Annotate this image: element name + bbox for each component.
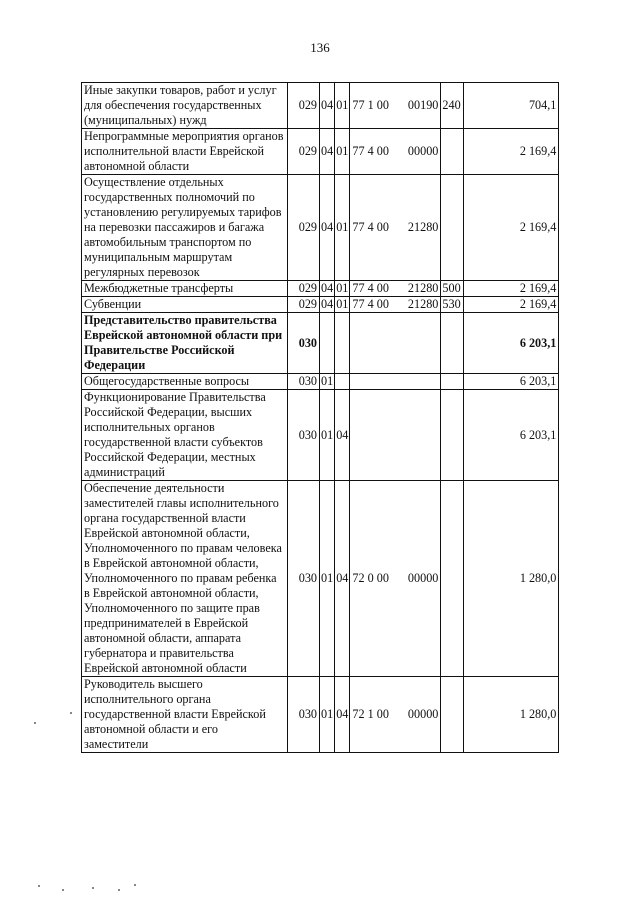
row-expense-type-code: 530 xyxy=(441,297,464,313)
scan-speck xyxy=(62,889,64,891)
row-target-code-program: 77 1 00 xyxy=(350,83,402,129)
row-ved-code: 030 xyxy=(288,677,320,753)
row-target-code-direction xyxy=(401,313,441,374)
row-ved-code: 029 xyxy=(288,175,320,281)
row-ved-code: 030 xyxy=(288,374,320,390)
row-expense-type-code xyxy=(441,313,464,374)
row-ved-code: 029 xyxy=(288,297,320,313)
row-amount: 2 169,4 xyxy=(464,129,559,175)
row-amount: 1 280,0 xyxy=(464,677,559,753)
row-section-code: 04 xyxy=(321,297,334,311)
row-target-code-program xyxy=(350,390,402,481)
table-row xyxy=(82,297,559,313)
row-section-code xyxy=(320,313,335,374)
row-subsection-code: 01 xyxy=(335,175,350,281)
table-row xyxy=(82,281,559,297)
row-expense-type-code xyxy=(441,175,464,281)
row-target-code-direction: 00000 xyxy=(401,677,441,753)
row-amount: 6 203,1 xyxy=(464,374,559,390)
row-ved-code: 030 xyxy=(288,390,320,481)
row-expense-type-code xyxy=(441,481,464,677)
row-section-code: 04 xyxy=(320,175,335,281)
row-subsection-code: 04 xyxy=(335,481,350,677)
page-number: 136 xyxy=(310,40,330,55)
row-subsection-code xyxy=(335,313,350,374)
table-row xyxy=(82,677,559,753)
row-target-code-direction: 00000 xyxy=(401,129,441,175)
row-expense-type-code xyxy=(441,374,464,390)
row-name: Межбюджетные трансферты xyxy=(82,281,288,297)
row-name: Субвенции xyxy=(82,297,288,313)
row-expense-type-code: 240 xyxy=(441,83,464,129)
scan-speck xyxy=(34,722,36,724)
row-target-code-program: 77 4 00 xyxy=(350,281,402,297)
row-amount: 1 280,0 xyxy=(464,481,559,677)
row-ved-code: 030 xyxy=(288,313,320,374)
row-amount: 2 169,4 xyxy=(464,281,559,297)
row-ved-code: 030 xyxy=(288,481,320,677)
row-ved-code: 029 xyxy=(288,281,320,297)
row-name: Осуществление отдельных государственных полномочий по установлению регулируемых тарифов на перевозки пассажиров и багажа автомобильным транспортом по муниципальным маршрутам регулярных перевозок xyxy=(82,175,288,281)
scan-speck xyxy=(118,889,120,891)
row-expense-type-code xyxy=(441,129,464,175)
scan-speck xyxy=(70,712,72,714)
table-row xyxy=(82,390,559,481)
row-section-code: 01 xyxy=(321,374,334,388)
row-target-code-program xyxy=(350,374,402,390)
scan-speck xyxy=(92,887,94,889)
row-section-code: 01 xyxy=(320,390,335,481)
row-target-code-direction: 00190 xyxy=(401,83,441,129)
row-name: Руководитель высшего исполнительного органа государственной власти Еврейской автономной области и его заместители xyxy=(82,677,288,753)
row-target-code-direction: 21280 xyxy=(401,175,441,281)
row-name: Иные закупки товаров, работ и услуг для обеспечения государственных (муниципальных) нужд xyxy=(82,83,288,129)
row-target-code-program: 72 0 00 xyxy=(350,481,402,677)
budget-table xyxy=(81,82,559,753)
row-target-code-direction: 21280 xyxy=(401,297,441,313)
row-subsection-code: 01 xyxy=(336,281,349,295)
row-amount: 704,1 xyxy=(464,83,559,129)
row-amount: 2 169,4 xyxy=(464,297,559,313)
row-section-code: 01 xyxy=(320,677,335,753)
table-row xyxy=(82,313,559,374)
row-target-code-program xyxy=(350,313,402,374)
row-subsection-code xyxy=(335,374,350,390)
row-expense-type-code xyxy=(441,677,464,753)
row-amount: 6 203,1 xyxy=(464,313,559,374)
row-expense-type-code xyxy=(441,390,464,481)
scan-speck xyxy=(134,884,136,886)
row-amount: 2 169,4 xyxy=(464,175,559,281)
row-subsection-code: 04 xyxy=(335,677,350,753)
row-subsection-code: 04 xyxy=(335,390,350,481)
row-section-code: 04 xyxy=(320,129,335,175)
scan-speck xyxy=(38,885,40,887)
row-name: Общегосударственные вопросы xyxy=(82,374,288,390)
row-section-code: 01 xyxy=(320,481,335,677)
row-expense-type-code: 500 xyxy=(441,281,464,297)
table-row xyxy=(82,129,559,175)
row-ved-code: 029 xyxy=(288,83,320,129)
row-target-code-direction: 21280 xyxy=(401,281,441,297)
row-section-code: 04 xyxy=(320,83,335,129)
table-row xyxy=(82,83,559,129)
row-amount: 6 203,1 xyxy=(464,390,559,481)
row-target-code-program: 72 1 00 xyxy=(350,677,402,753)
table-row xyxy=(82,481,559,677)
row-target-code-direction: 00000 xyxy=(401,481,441,677)
row-subsection-code: 01 xyxy=(336,297,349,311)
row-target-code-program: 77 4 00 xyxy=(350,129,402,175)
row-target-code-program: 77 4 00 xyxy=(350,175,402,281)
row-name: Функционирование Правительства Российской Федерации, высших исполнительных органов государственной власти субъектов Российской Федерации, местных администраций xyxy=(82,390,288,481)
row-subsection-code: 01 xyxy=(335,83,350,129)
row-target-code-direction xyxy=(401,390,441,481)
row-subsection-code: 01 xyxy=(335,129,350,175)
row-target-code-direction xyxy=(401,374,441,390)
row-name: Представительство правительства Еврейской автономной области при Правительстве Российской Федерации xyxy=(82,313,288,374)
row-name: Непрограммные мероприятия органов исполнительной власти Еврейской автономной области xyxy=(82,129,288,175)
table-row xyxy=(82,175,559,281)
table-row xyxy=(82,374,559,390)
row-ved-code: 029 xyxy=(288,129,320,175)
row-name: Обеспечение деятельности заместителей главы исполнительного органа государственной власти Еврейской автономной области, Уполномоченного по правам человека в Еврейской автономной области, Уполномоченного по правам ребенка в Еврейской автономной области, Уполномоченного по защите прав предпринимателей в Еврейской автономной области, аппарата губернатора и правительства Еврейской автономной области xyxy=(82,481,288,677)
row-section-code: 04 xyxy=(321,281,334,295)
row-target-code-program: 77 4 00 xyxy=(350,297,402,313)
